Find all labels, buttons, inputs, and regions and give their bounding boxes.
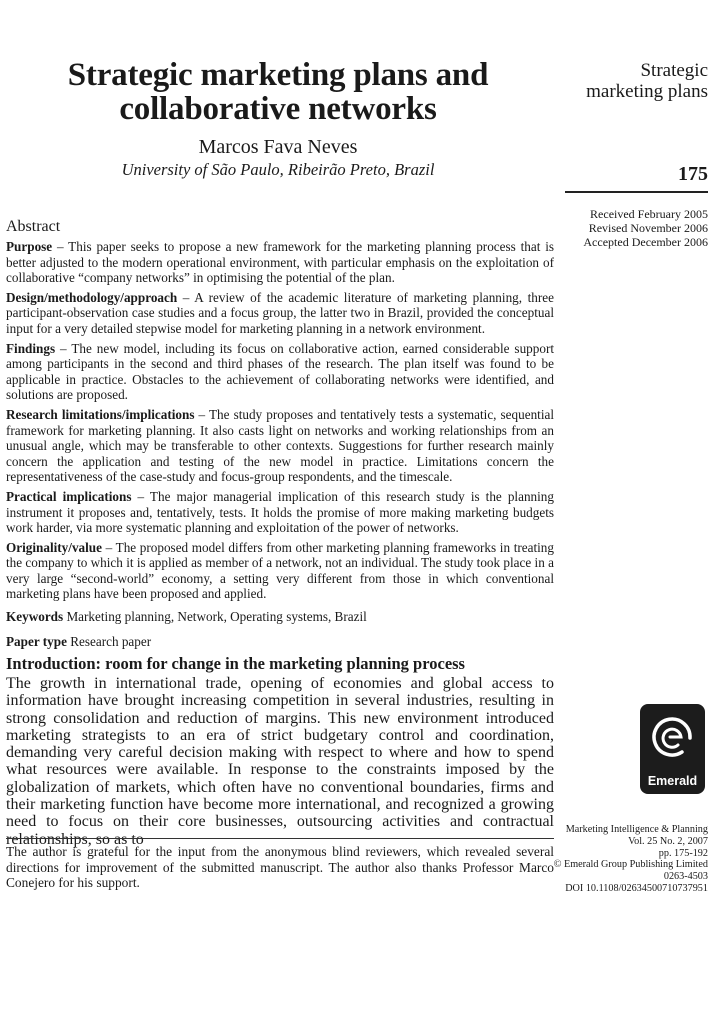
abstract-section-text: – A review of the academic literature of marketing planning, three participant-observation case studies and a focus group, the latter two in Brazil, provided the conceptual input for a very detailed stepwise model for marketing planning in a network environment.	[6, 289, 554, 336]
title-block	[4, 58, 552, 180]
sidebar-divider	[565, 191, 708, 193]
abstract-section-text: – This paper seeks to propose a new framework for the marketing planning process that is better adjusted to the modern operational environment, with particular emphasis on the exploitation of collaborative “company networks” in optimising the potential of the plan.	[6, 239, 554, 286]
paper-type	[6, 634, 554, 650]
abstract-section-label: Findings	[6, 340, 56, 356]
keywords-label: Keywords	[6, 609, 64, 625]
abstract-section-text: – The new model, including its focus on collaborative action, earned considerable support among participants in the second and third phases of the research. The plan itself was found to be applicable in practice. Obstacles to the achievement of collaborating networks were identified, and solutions are proposed.	[6, 340, 554, 403]
abstract-section-label: Research limitations/implications	[6, 406, 195, 422]
abstract-limitations	[6, 407, 554, 485]
abstract-purpose	[6, 239, 554, 286]
title-line-1: Strategic marketing plans and	[67, 57, 489, 93]
abstract-section-text: – The proposed model differs from other marketing planning frameworks in treating the company to which it is applied as member of a network, not an individual. The study took place in a very large “second-world” economy, a setting very different from those in which conventional marketing plans have been proposed and applied.	[6, 539, 554, 602]
journal-pages: pp. 175-192	[658, 847, 708, 859]
keywords	[6, 609, 554, 625]
abstract	[6, 218, 554, 653]
running-head-line-2: marketing plans	[586, 81, 708, 102]
journal-info	[554, 824, 708, 895]
introduction-heading: Introduction: room for change in the marketing planning process	[6, 654, 465, 673]
footnote: The author is grateful for the input from the anonymous blind reviewers, which revealed several directions for improvement of the submitted manuscript. The author also thanks Professor Marco Conejero for his support.	[6, 844, 554, 890]
journal-doi: DOI 10.1108/02634500710737951	[565, 882, 708, 894]
journal-name: Marketing Intelligence & Planning	[565, 824, 708, 835]
title-line-2: collaborative networks	[119, 91, 437, 127]
abstract-section-text: – The study proposes and tentatively tests a systematic, sequential framework for marketing planning. It also casts light on networks and working relationships from an unusual angle, which may be transferable to other contexts. Suggestions for further research mainly concern the application and testing of the new model in practice. Limitations concern the representativeness of the case-study and focus-group respondents, and the timescale.	[6, 406, 555, 485]
abstract-heading: Abstract	[6, 218, 61, 235]
keywords-text: Marketing planning, Network, Operating systems, Brazil	[63, 609, 367, 625]
article-title	[4, 58, 552, 126]
running-head-line-1: Strategic	[640, 60, 708, 81]
running-head	[528, 60, 708, 102]
footnote-divider	[6, 838, 554, 839]
author-affiliation: University of São Paulo, Ribeirão Preto, Brazil	[121, 160, 435, 179]
introduction-body: The growth in international trade, opening of economies and global access to information have brought increasing competition in several industries, resulting in strong consolidation and reduction of margins. This new environment introduced marketing strategists to an era of strict budgetary control and coordination, demanding very careful decision making with respect to where and how to spend what resources were available. In response to the constraints imposed by the globalization of markets, which often have no conventional boundaries, firms and their marketing function have become more international, and recognized a growing need to focus on their core businesses, outsourcing activities and contractual relationships, so as to	[6, 675, 554, 848]
received-date: Received February 2005	[590, 207, 708, 221]
introduction-section	[6, 654, 554, 848]
journal-volume: Vol. 25 No. 2, 2007	[628, 835, 708, 847]
abstract-section-label: Purpose	[6, 239, 53, 254]
author-name: Marcos Fava Neves	[198, 136, 358, 158]
submission-dates	[583, 207, 708, 249]
page-number: 175	[678, 163, 708, 185]
emerald-logo	[640, 704, 705, 794]
abstract-design	[6, 290, 554, 337]
abstract-practical	[6, 489, 554, 536]
revised-date: Revised November 2006	[588, 221, 708, 235]
emerald-logo-icon	[648, 712, 697, 770]
abstract-findings	[6, 341, 554, 403]
abstract-section-label: Originality/value	[6, 539, 102, 555]
journal-copyright: © Emerald Group Publishing Limited	[553, 859, 708, 871]
paper-type-label: Paper type	[6, 633, 67, 649]
abstract-section-label: Practical implications	[6, 488, 132, 504]
journal-issn: 0263-4503	[663, 871, 708, 883]
abstract-section-label: Design/methodology/approach	[6, 289, 178, 305]
logo-text: Emerald	[647, 774, 698, 788]
accepted-date: Accepted December 2006	[583, 235, 708, 249]
abstract-originality	[6, 540, 554, 602]
abstract-section-text: – The major managerial implication of this research study is the planning instrument it proposes and, tentatively, tests. It holds the promise of more making marketing budgets work harder, via more systematic planning and exploitation of the power of networks.	[6, 488, 554, 536]
paper-type-text: Research paper	[66, 633, 152, 649]
